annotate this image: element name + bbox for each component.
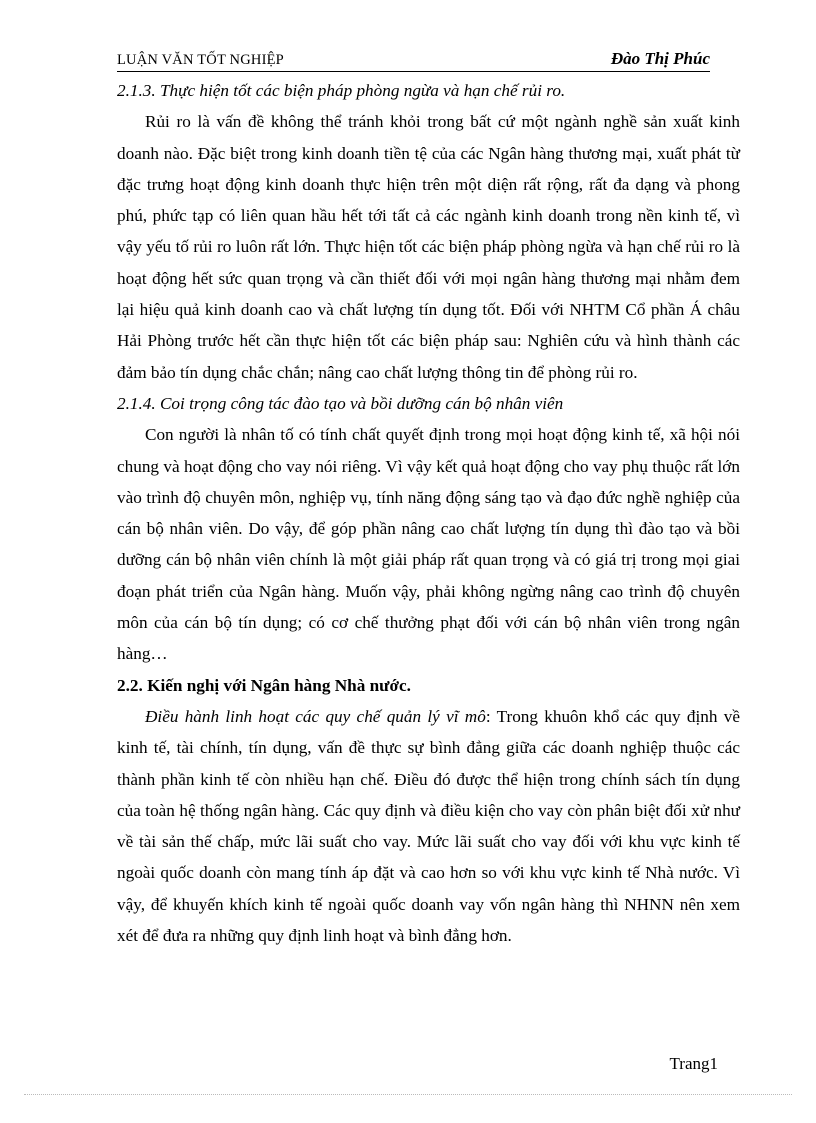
page-number: Trang1 bbox=[669, 1054, 718, 1073]
paragraph-lead-phrase: Điều hành linh hoạt các quy chế quản lý vĩ mô bbox=[145, 706, 486, 726]
page-header bbox=[117, 49, 710, 72]
section-heading-2-2: 2.2. Kiến nghị với Ngân hàng Nhà nước. bbox=[117, 675, 411, 695]
paragraph-staff-training: Con người là nhân tố có tính chất quyết định trong mọi hoạt động kinh tế, xã hội nói chung và hoạt động cho vay nói riêng. Vì vậy kết quả hoạt động cho vay phụ thuộc rất lớn vào trình độ chuyên môn, nghiệp vụ, tính năng động sáng tạo và đạo đức nghề nghiệp của cán bộ nhân viên. Do vậy, để góp phần nâng cao chất lượng tín dụng thì đào tạo và bồi dưỡng cán bộ nhân viên chính là một giải pháp rất quan trọng và có giá trị trong mọi giai đoạn phát triển của Ngân hàng. Muốn vậy, phải không ngừng nâng cao trình độ chuyên môn của cán bộ tín dụng; có cơ chế thưởng phạt đối với cán bộ nhân viên trong ngân hàng… bbox=[117, 425, 740, 664]
paragraph-state-bank-recommendation bbox=[117, 701, 740, 951]
paragraph-body-text: : Trong khuôn khổ các quy định về kinh tế, tài chính, tín dụng, vấn đề thực sự bình đẳng giữa các doanh nghiệp thuộc các thành phần kinh tế còn nhiều hạn chế. Điều đó được thể hiện trong chính sách tín dụng của toàn hệ thống ngân hàng. Các quy định và điều kiện cho vay còn phân biệt đối xử như về tài sản thế chấp, mức lãi suất cho vay. Mức lãi suất cho vay đối với khu vực kinh tế ngoài quốc doanh còn mang tính áp đặt và cao hơn so với khu vực kinh tế Nhà nước. Vì vậy, để khuyến khích kinh tế ngoài quốc doanh vay vốn ngân hàng thì NHNN nên xem xét để đưa ra những quy định linh hoạt và bình đẳng hơn. bbox=[117, 706, 740, 946]
paragraph-risk-prevention: Rủi ro là vấn đề không thể tránh khỏi trong bất cứ một ngành nghề sản xuất kinh doanh nào. Đặc biệt trong kinh doanh tiền tệ của các Ngân hàng thương mại, xuất phát từ đặc trưng hoạt động kinh doanh thực hiện trên một diện rất rộng, rất đa dạng và phong phú, phức tạp có liên quan hầu hết tới tất cả các ngành kinh doanh trong nền kinh tế, vì vậy yếu tố rủi ro luôn rất lớn. Thực hiện tốt các biện pháp phòng ngừa và hạn chế rủi ro là hoạt động hết sức quan trọng và cần thiết đối với mọi ngân hàng thương mại nhằm đem lại hiệu quả kinh doanh cao và chất lượng tín dụng tốt. Đối với NHTM Cổ phần Á châu Hải Phòng trước hết cần thực hiện tốt các biện pháp sau: Nghiên cứu và hình thành các đảm bảo tín dụng chắc chắn; nâng cao chất lượng thông tin để phòng rủi ro. bbox=[117, 112, 740, 382]
header-thesis-label: LUẬN VĂN TỐT NGHIỆP bbox=[117, 52, 284, 68]
section-heading-2-1-4: 2.1.4. Coi trọng công tác đào tạo và bồi dưỡng cán bộ nhân viên bbox=[117, 393, 564, 413]
section-heading-2-1-3: 2.1.3. Thực hiện tốt các biện pháp phòng ngừa và hạn chế rủi ro. bbox=[117, 81, 566, 100]
page-bottom-divider bbox=[24, 1094, 792, 1095]
document-body bbox=[117, 75, 740, 951]
header-author: Đào Thị Phúc bbox=[610, 49, 710, 68]
